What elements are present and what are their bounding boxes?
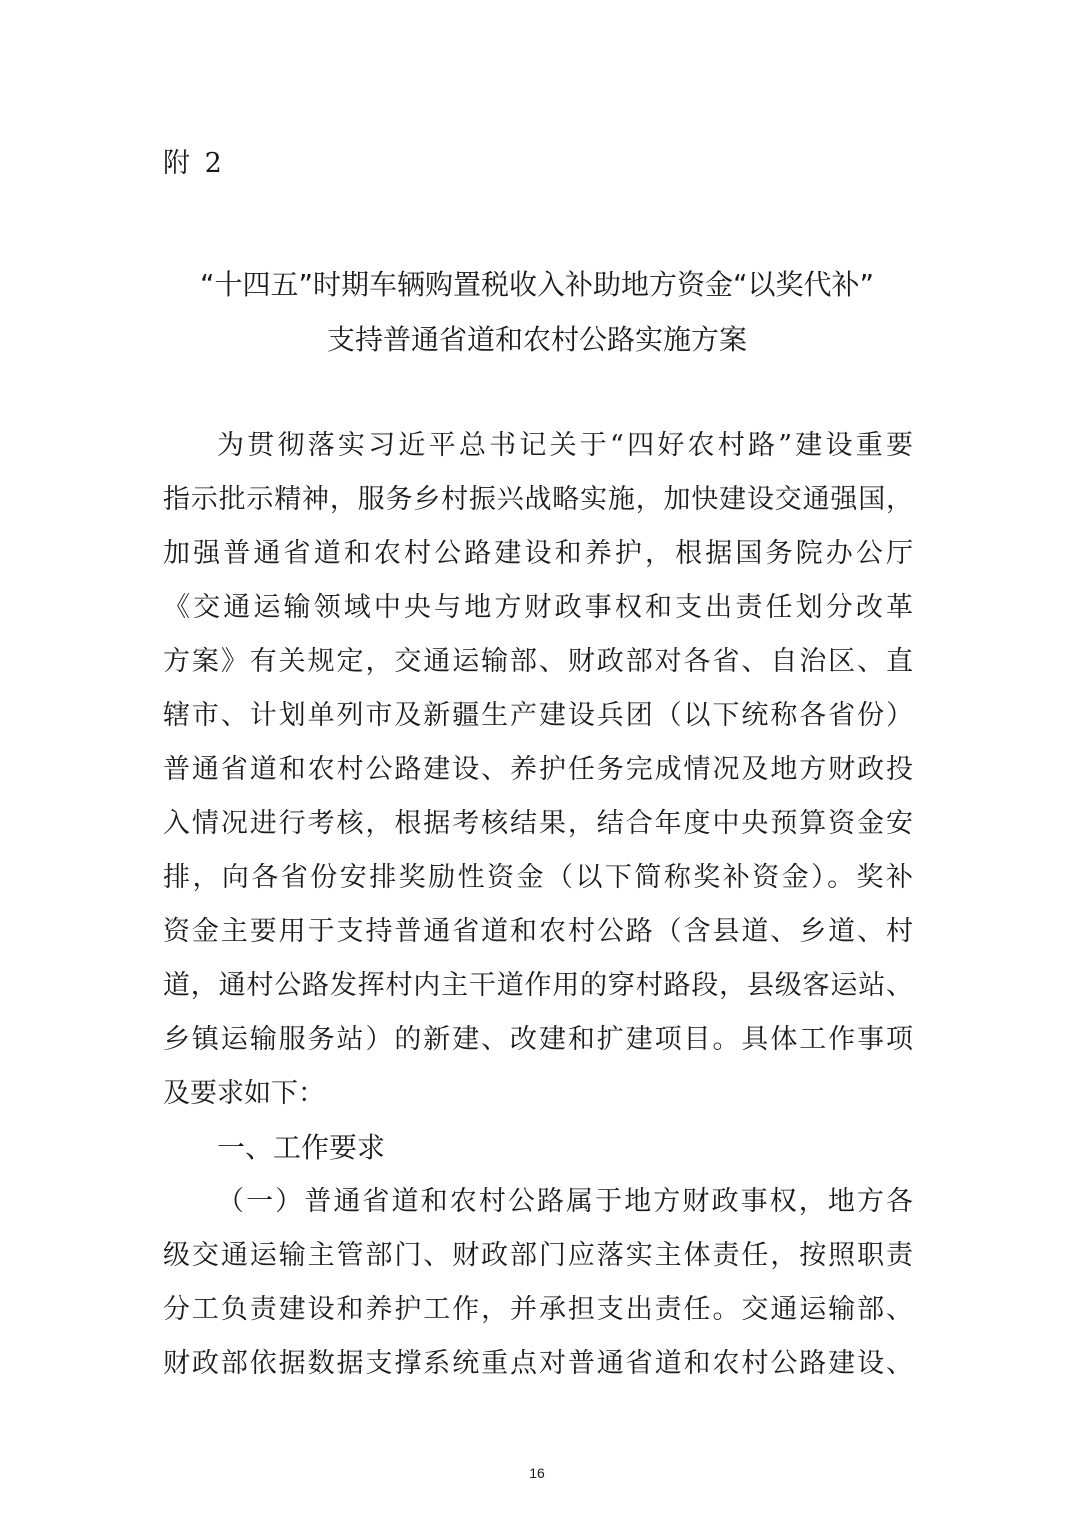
section-paragraph-line: （一）普通省道和农村公路属于地方财政事权，地方各 xyxy=(217,1186,913,1217)
intro-paragraph-line: 乡镇运输服务站）的新建、改建和扩建项目。具体工作事项 xyxy=(163,1024,913,1055)
intro-paragraph-line: 为贯彻落实习近平总书记关于“四好农村路”建设重要 xyxy=(217,430,913,461)
intro-paragraph-line: 《交通运输领域中央与地方财政事权和支出责任划分改革 xyxy=(163,592,913,623)
page-number: 16 xyxy=(529,1465,545,1481)
intro-paragraph-line: 方案》有关规定，交通运输部、财政部对各省、自治区、直 xyxy=(163,646,913,677)
attachment-label: 附 2 xyxy=(163,148,225,179)
intro-paragraph-line: 入情况进行考核，根据考核结果，结合年度中央预算资金安 xyxy=(163,808,913,839)
section-paragraph-line: 财政部依据数据支撑系统重点对普通省道和农村公路建设、 xyxy=(163,1348,913,1379)
intro-paragraph-line: 辖市、计划单列市及新疆生产建设兵团（以下统称各省份） xyxy=(163,700,913,731)
section-paragraph-line: 分工负责建设和养护工作，并承担支出责任。交通运输部、 xyxy=(163,1294,913,1325)
intro-paragraph-line: 普通省道和农村公路建设、养护任务完成情况及地方财政投 xyxy=(163,754,913,785)
intro-paragraph-line: 道，通村公路发挥村内主干道作用的穿村路段，县级客运站、 xyxy=(163,970,913,1001)
section-paragraph-line: 级交通运输主管部门、财政部门应落实主体责任，按照职责 xyxy=(163,1240,913,1271)
document-title-line-2: 支持普通省道和农村公路实施方案 xyxy=(326,323,747,356)
intro-paragraph-line: 指示批示精神，服务乡村振兴战略实施，加快建设交通强国， xyxy=(163,484,913,515)
intro-paragraph-line: 及要求如下： xyxy=(163,1078,325,1109)
intro-paragraph-line: 资金主要用于支持普通省道和农村公路（含县道、乡道、村 xyxy=(163,916,913,947)
section-heading: 一、工作要求 xyxy=(217,1131,386,1164)
document-title-line-1: “十四五”时期车辆购置税收入补助地方资金“以奖代补” xyxy=(199,268,875,301)
intro-paragraph-line: 加强普通省道和农村公路建设和养护，根据国务院办公厅 xyxy=(163,538,913,569)
intro-paragraph-line: 排，向各省份安排奖励性资金（以下简称奖补资金）。奖补 xyxy=(163,862,913,893)
